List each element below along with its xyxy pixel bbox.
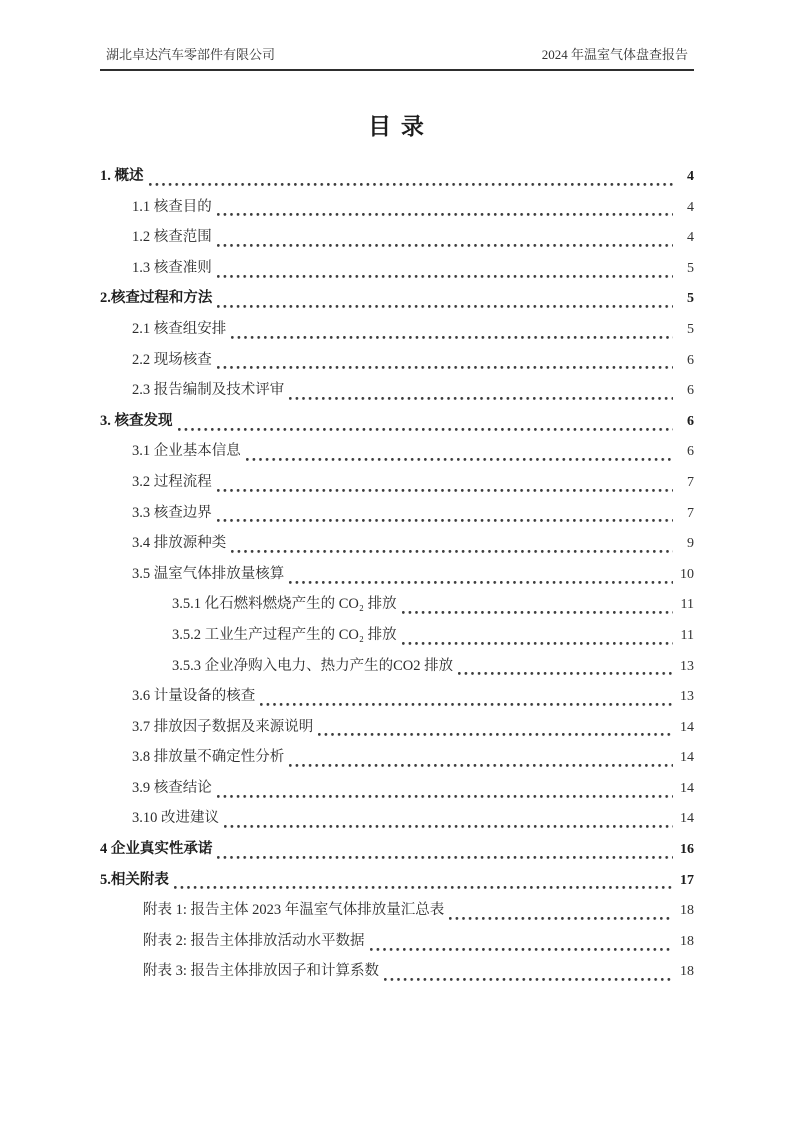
toc-page-number: 17 [680,872,694,888]
toc-entry [100,378,694,409]
toc-entry [100,195,694,226]
dot-leader [217,256,673,287]
dot-leader [149,164,674,195]
dot-leader [402,623,673,654]
dot-leader [217,286,673,317]
dot-leader [458,654,673,685]
toc-page-number: 11 [680,597,694,613]
toc-page-number: 5 [687,291,694,307]
toc-entry [100,256,694,287]
toc-page-number: 14 [680,780,694,796]
toc-entry [100,684,694,715]
toc-entry [100,409,694,440]
dot-leader [289,562,673,593]
toc-page-number: 7 [687,505,694,521]
toc-page-number: 4 [687,199,694,215]
toc-entry-label: 2.3 报告编制及技术评审 [132,382,285,399]
toc-page-number: 6 [687,383,694,399]
dot-leader [217,195,673,226]
toc-entry-label: 2.2 现场核查 [132,351,212,368]
toc-entry-label: 附表 2: 报告主体排放活动水平数据 [143,932,365,949]
toc-page-number: 18 [680,933,694,949]
toc-entry-label: 4 企业真实性承诺 [100,841,213,858]
toc-entry [100,592,694,623]
header-report-title: 2024 年温室气体盘查报告 [541,47,688,62]
dot-leader [174,868,673,899]
toc-page-number: 9 [687,536,694,552]
toc-entry [100,898,694,929]
dot-leader [217,470,673,501]
toc-entry-label: 1.3 核查准则 [132,259,212,276]
toc-entry [100,348,694,379]
toc-entry [100,715,694,746]
dot-leader [289,745,673,776]
toc-page-number: 14 [680,750,694,766]
page-header [100,47,694,71]
dot-leader [231,317,673,348]
dot-leader [289,378,673,409]
toc-entry [100,623,694,654]
toc-entry-label: 1.2 核查范围 [132,229,212,246]
toc-entry-label: 3.6 计量设备的核查 [132,688,256,705]
toc-page-number: 4 [687,169,694,184]
dot-leader [217,776,673,807]
toc-entry-label: 2.核查过程和方法 [100,290,213,307]
toc-entry-label: 附表 3: 报告主体排放因子和计算系数 [143,963,380,980]
dot-leader [402,592,673,623]
toc-title: 目 录 [368,114,426,139]
toc-page-number: 6 [687,444,694,460]
toc-entry-label: 3.5.2 工业生产过程产生的 CO₂ 排放 [172,626,397,643]
toc-entry [100,837,694,868]
toc-page-number: 10 [680,566,694,582]
toc-page-number: 6 [687,413,694,429]
toc-entry-label: 3.2 过程流程 [132,473,212,490]
dot-leader [370,929,673,960]
toc-page-number: 16 [680,842,694,858]
toc-entry [100,806,694,837]
toc-page-number: 18 [680,903,694,919]
toc-page-number: 13 [680,689,694,705]
toc-entry-label: 附表 1: 报告主体 2023 年温室气体排放量汇总表 [143,902,445,919]
dot-leader [246,439,673,470]
toc-entry-label: 3.8 排放量不确定性分析 [132,749,285,766]
toc-list [100,164,694,990]
toc-page-number: 5 [687,260,694,276]
toc-entry-label: 3.4 排放源种类 [132,535,227,552]
toc-entry [100,286,694,317]
toc-page-number: 13 [680,658,694,674]
toc-entry [100,562,694,593]
toc-entry [100,501,694,532]
toc-entry-label: 3.5 温室气体排放量核算 [132,565,285,582]
toc-entry-label: 3. 核查发现 [100,412,173,429]
dot-leader [318,715,673,746]
toc-entry [100,531,694,562]
toc-entry-label: 5.相关附表 [100,871,169,888]
dot-leader [217,501,673,532]
toc-entry [100,470,694,501]
toc-page-number: 14 [680,811,694,827]
toc-page-number: 18 [680,964,694,980]
toc-entry-label: 2.1 核查组安排 [132,320,227,337]
toc-entry [100,929,694,960]
toc-page-number: 11 [680,627,694,643]
toc-entry-label: 1.1 核查目的 [132,198,212,215]
dot-leader [178,409,674,440]
toc-entry-label: 1. 概述 [100,168,144,184]
toc-entry [100,745,694,776]
toc-page-number: 4 [687,230,694,246]
dot-leader [217,348,673,379]
dot-leader [449,898,673,929]
toc-entry [100,225,694,256]
toc-page-number: 6 [687,352,694,368]
toc-entry [100,959,694,990]
toc-entry-label: 3.10 改进建议 [132,810,219,827]
toc-entry [100,164,694,195]
dot-leader [384,959,673,990]
toc-entry [100,439,694,470]
dot-leader [231,531,673,562]
toc-entry [100,317,694,348]
toc-page-number: 14 [680,719,694,735]
toc-entry-label: 3.1 企业基本信息 [132,443,241,460]
toc-entry-label: 3.5.3 企业净购入电力、热力产生的CO2 排放 [172,657,454,674]
toc-entry [100,654,694,685]
dot-leader [260,684,673,715]
header-company-name: 湖北卓达汽车零部件有限公司 [106,47,276,62]
toc-entry [100,868,694,899]
toc-page-number: 7 [687,474,694,490]
dot-leader [217,837,673,868]
toc-entry-label: 3.9 核查结论 [132,779,212,796]
toc-entry-label: 3.7 排放因子数据及来源说明 [132,718,314,735]
dot-leader [224,806,673,837]
toc-page-number: 5 [687,321,694,337]
toc-entry [100,776,694,807]
toc-entry-label: 3.5.1 化石燃料燃烧产生的 CO₂ 排放 [172,596,397,613]
toc-entry-label: 3.3 核查边界 [132,504,212,521]
dot-leader [217,225,673,256]
